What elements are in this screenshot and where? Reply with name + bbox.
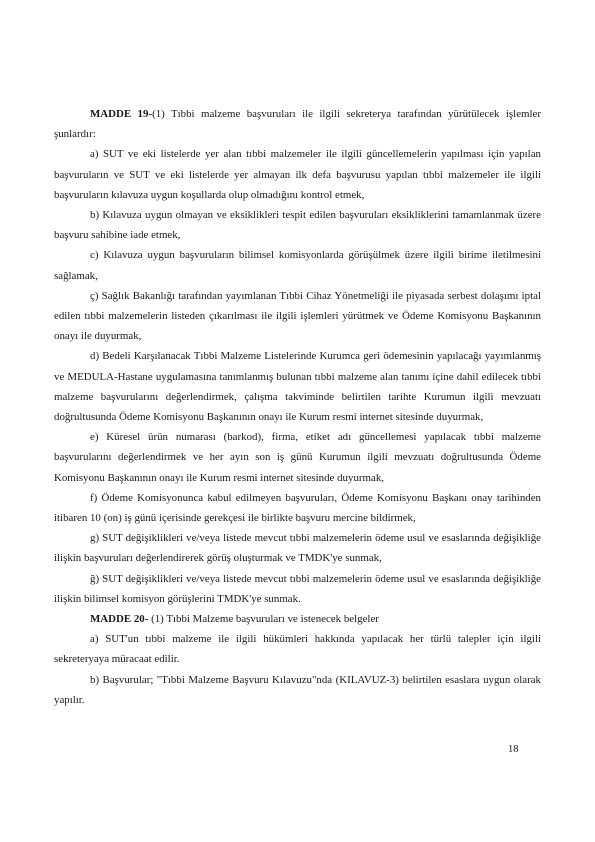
- madde-19-heading: MADDE 19-: [90, 108, 153, 120]
- page-number: 18: [508, 744, 519, 755]
- madde-19-item-d: d) Bedeli Karşılanacak Tıbbi Malzeme Listelerinde Kurumca geri ödemesinin yapılacağı yayımlanmış ve MEDULA-Hastane uygulamasına tanımlanmış bulunan tıbbi malzeme alan tanımı içine dahil edilecek tıbbi malzeme başvurularını değerlendirmek, çalışma takviminde belirtilen tarihte Kurumun ilgili mevzuatı doğrultusunda Ödeme Komisyonu Başkanının onayı ile Kurum resmi internet sitesinde duyurmak,: [54, 350, 541, 424]
- madde-19-item-a: a) SUT ve eki listelerde yer alan tıbbi malzemeler ile ilgili güncellemelerin yapılması için yapılan başvuruların ve SUT ve eki listelerde yer almayan ilk defa başvurusu yapılan tıbbi malzemeler ile ilgili başvuruların kılavuza uygun koşullarda olup olmadığını kontrol etmek,: [54, 148, 541, 201]
- madde-20-item-a: a) SUT'un tıbbi malzeme ile ilgili hükümleri hakkında yapılacak her türlü talepler için ilgili sekreteryaya müracaat edilir.: [54, 633, 541, 666]
- document-body: [54, 104, 541, 710]
- madde-19-item-cc: ç) Sağlık Bakanlığı tarafından yayımlanan Tıbbi Cihaz Yönetmeliği ile piyasada serbest dolaşımı iptal edilen tıbbi malzemelerin listeden çıkarılması ile ilgili işlemleri yürütmek ve Ödeme Komisyonu Başkanının onayı ile duyurmak,: [54, 289, 541, 343]
- madde-20-intro: [54, 609, 541, 629]
- madde-20-heading: MADDE 20-: [90, 613, 149, 626]
- madde-19-item-f: f) Ödeme Komisyonunca kabul edilmeyen başvuruları, Ödeme Komisyonu Başkanı onay tarihinden itibaren 10 (on) iş günü içerisinde gerekçesi ile birlikte başvuru mercine bildirmek,: [54, 491, 541, 525]
- madde-20-item-b: b) Başvurular; "Tıbbi Malzeme Başvuru Kılavuzu"nda (KILAVUZ-3) belirtilen esaslara uygun olarak yapılır.: [54, 673, 541, 706]
- madde-19-intro-text: (1) Tıbbi malzeme başvuruları ile ilgili sekreterya tarafından yürütülecek işlemler şunlardır:: [54, 108, 541, 141]
- madde-19-item-gg: ğ) SUT değişiklikleri ve/veya listede mevcut tıbbi malzemelerin ödeme usul ve esaslarında değişikliğe ilişkin bilimsel komisyon görüşlerini TMDK'ye sunmak.: [54, 572, 541, 605]
- madde-19-item-c: c) Kılavuza uygun başvuruların bilimsel komisyonlarda görüşülmek üzere ilgili birime iletilmesini sağlamak,: [54, 249, 541, 282]
- madde-20-intro-text: (1) Tıbbi Malzeme başvuruları ve istenecek belgeler: [148, 613, 379, 626]
- madde-19-intro: [54, 104, 541, 144]
- madde-19-item-g: g) SUT değişiklikleri ve/veya listede mevcut tıbbi malzemelerin ödeme usul ve esaslarında değişikliğe ilişkin başvuruları değerlendirerek görüş oluşturmak ve TMDK'ye sunmak,: [54, 532, 541, 565]
- madde-19-item-e: e) Küresel ürün numarası (barkod), firma, etiket adı güncellemesi yapılacak tıbbi malzeme başvurularını değerlendirmek ve her ayın son iş günü Kurumun ilgili mevzuatı doğrultusunda Ödeme Komisyonu Başkanının onayı ile Kurum resmi internet sitesinde duyurmak,: [54, 431, 541, 484]
- madde-19-item-b: b) Kılavuza uygun olmayan ve eksiklikleri tespit edilen başvuruları eksikliklerini tamamlanmak üzere başvuru sahibine iade etmek,: [54, 209, 541, 242]
